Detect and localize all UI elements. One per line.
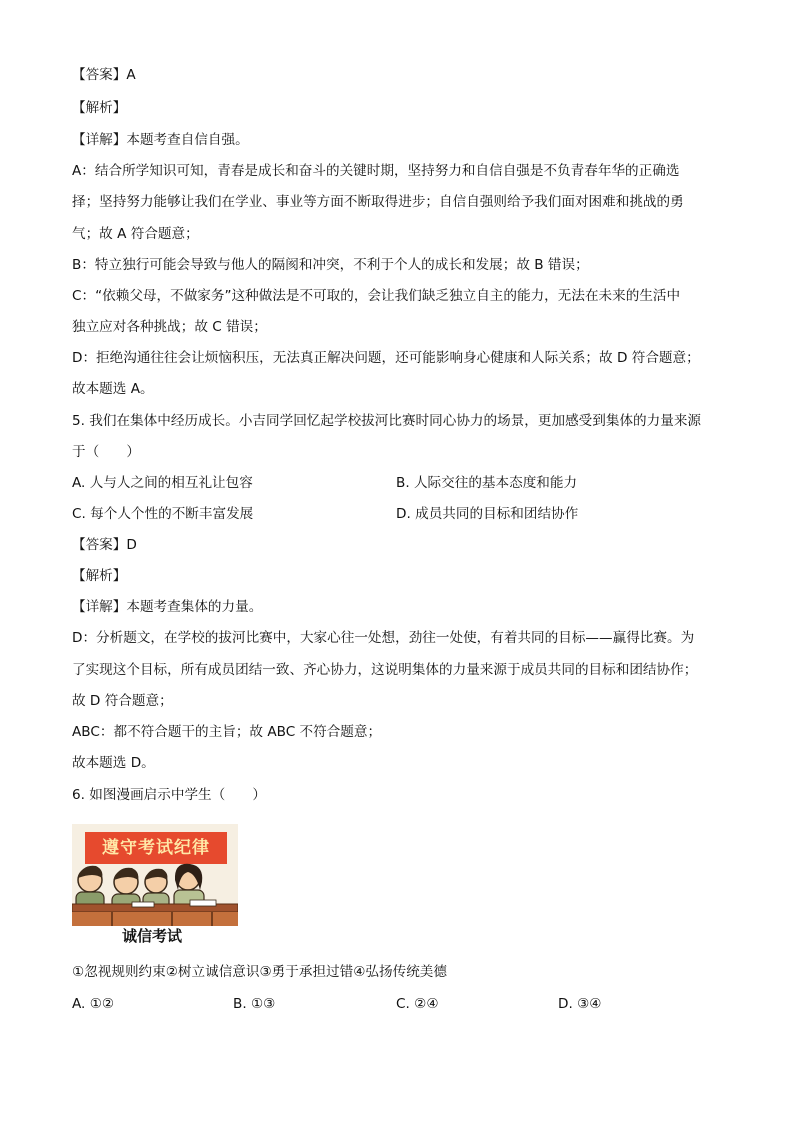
text-line-end-4: 故本题选 A。 — [72, 381, 154, 397]
q5-option-c: C. 每个人个性的不断丰富发展 — [72, 506, 254, 522]
text-line-b4-1: B：特立独行可能会导致与他人的隔阂和冲突，不利于个人的成长和发展；故 B 错误； — [72, 257, 589, 273]
cartoon-banner: 遵守考试纪律 — [85, 832, 227, 864]
text-line-answer-4: 【答案】A — [72, 67, 136, 83]
q6-option-a: A. ①② — [72, 996, 115, 1012]
text-line-q5-2: 于（ ） — [72, 444, 140, 460]
text-line-analysis-4-label: 【解析】 — [72, 100, 127, 116]
q5-option-a: A. 人与人之间的相互礼让包容 — [72, 475, 253, 491]
text-line-analysis-5-label: 【解析】 — [72, 568, 127, 584]
students-illustration — [72, 824, 238, 926]
text-line-d4-1: D：拒绝沟通往往会让烦恼积压，无法真正解决问题，还可能影响身心健康和人际关系；故 D 符合题意； — [72, 350, 700, 366]
text-line-a4-3: 气；故 A 符合题意； — [72, 226, 199, 242]
q6-option-b: B. ①③ — [233, 996, 276, 1012]
text-line-c4-1: C：“依赖父母，不做家务”这种做法是不可取的，会让我们缺乏独立自主的能力，无法在未来的生活中 — [72, 288, 681, 304]
text-line-answer-5: 【答案】D — [72, 537, 137, 553]
text-line-q5-1: 5. 我们在集体中经历成长。小吉同学回忆起学校拔河比赛时同心协力的场景，更加感受到集体的力量来源 — [72, 413, 702, 429]
text-line-abc5-1: ABC：都不符合题干的主旨；故 ABC 不符合题意； — [72, 724, 382, 740]
text-line-end-5: 故本题选 D。 — [72, 755, 155, 771]
cartoon-image — [72, 824, 238, 926]
q6-option-c: C. ②④ — [396, 996, 439, 1012]
q6-option-d: D. ③④ — [558, 996, 602, 1012]
text-line-q6-1: 6. 如图漫画启示中学生（ ） — [72, 787, 267, 803]
text-line-c4-2: 独立应对各种挑战；故 C 错误； — [72, 319, 267, 335]
text-line-d5-2: 了实现这个目标，所有成员团结一致、齐心协力，这说明集体的力量来源于成员共同的目标和团结协作； — [72, 662, 698, 678]
text-line-a4-1: A：结合所学知识可知，青春是成长和奋斗的关键时期，坚持努力和自信自强是不负青春年华的正确选 — [72, 163, 680, 179]
text-line-d5-1: D：分析题文，在学校的拔河比赛中，大家心往一处想，劲往一处使，有着共同的目标——赢得比赛。为 — [72, 630, 695, 646]
text-line-a4-2: 择；坚持努力能够让我们在学业、事业等方面不断取得进步；自信自强则给予我们面对困难和挑战的勇 — [72, 194, 684, 210]
text-line-detail-4: 【详解】本题考查自信自强。 — [72, 132, 249, 148]
text-line-detail-5: 【详解】本题考查集体的力量。 — [72, 599, 263, 615]
q5-option-d: D. 成员共同的目标和团结协作 — [396, 506, 579, 522]
q5-option-b: B. 人际交往的基本态度和能力 — [396, 475, 578, 491]
cartoon-caption: 诚信考试 — [122, 927, 183, 945]
text-line-q6-statements: ①忽视规则约束②树立诚信意识③勇于承担过错④弘扬传统美德 — [72, 964, 447, 980]
text-line-d5-3: 故 D 符合题意； — [72, 693, 173, 709]
